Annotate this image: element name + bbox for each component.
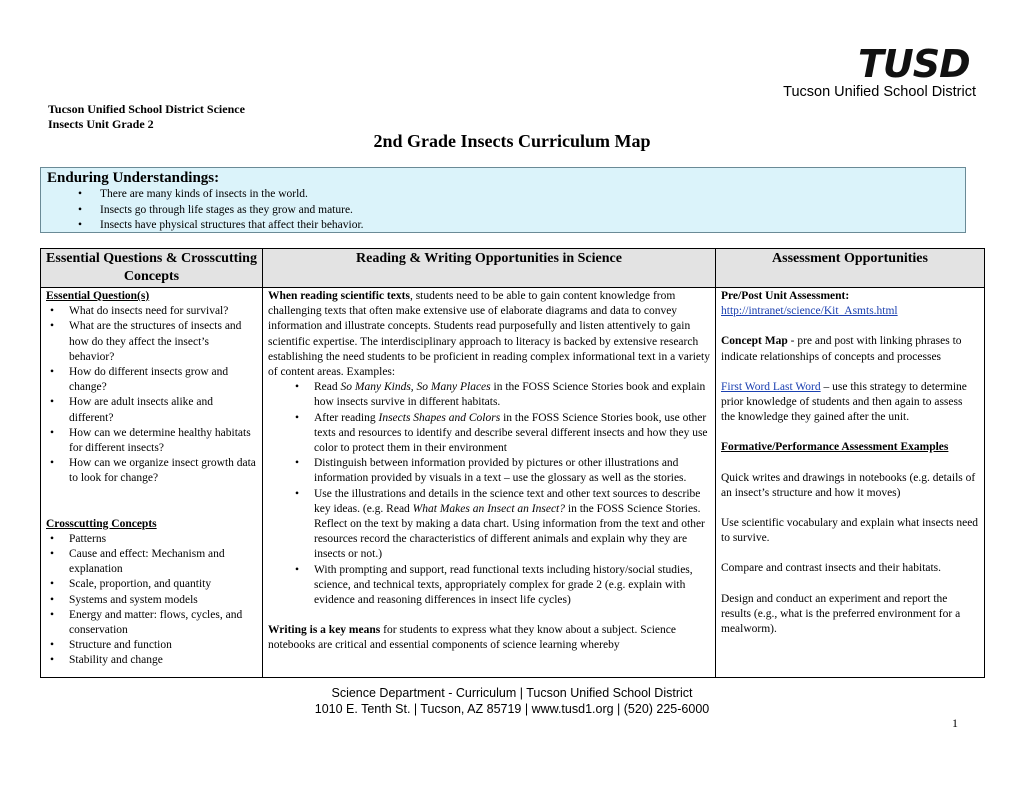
essential-questions-title: Essential Question(s) [46,290,150,302]
writing-bold: Writing is a key means [268,624,381,637]
list-item: • How are adult insects alike and different? [46,395,257,425]
concept-map-text: Concept Map - pre and post with linking phrases to indicate relationships of concepts and processes [721,335,962,363]
document-header [48,102,245,132]
tusd-logo [858,44,978,84]
table-row [41,288,985,678]
formative-item: Compare and contrast insects and their habitats. [721,562,942,575]
page-title: 2nd Grade Insects Curriculum Map [373,131,651,151]
list-item: • Structure and function [46,638,257,653]
formative-item: Design and conduct an experiment and report the results (e.g., what is the preferred environment for a mealworm). [721,592,961,636]
formative-item: Use scientific vocabulary and explain what insects need to survive. [721,517,979,545]
list-item: • Use the illustrations and details in the science text and other text sources to describe key ideas. (e.g. Read What Makes an Insect an Insect? in the FOSS Science Stories. Reflect on the text by making a data chart. Using information from the text and other resources record the characteristics of different animals and explain why they are insects or not.) [291,487,710,563]
first-word-last-word-link[interactable]: First Word Last Word [721,380,821,393]
header-line-2: Insects Unit Grade 2 [48,117,154,131]
list-item: • What do insects need for survival? [46,304,257,319]
list-item: • Patterns [46,532,257,547]
footer-line-1: Science Department - Curriculum | Tucson Unified School District [331,686,693,700]
list-item: • Energy and matter: flows, cycles, and conservation [46,608,257,638]
district-name: Tucson Unified School District [783,84,976,100]
curriculum-map-table [40,248,985,678]
list-item: • How can we determine healthy habitats for different insects? [46,426,257,456]
prepost-link[interactable]: http://intranet/science/Kit_Asmts.html [721,305,898,318]
formative-item: Quick writes and drawings in notebooks (e.g. details of an insect’s structure and how it moves) [721,471,976,499]
list-item: • Read So Many Kinds, So Many Places in the FOSS Science Stories book and explain how insects survive in different habitats. [291,380,710,410]
list-item: • Scale, proportion, and quantity [46,577,257,592]
first-word-last-word-text: First Word Last Word – use this strategy to determine prior knowledge of students and then again to assess the knowledge they gained after the unit. [721,380,967,424]
essential-questions-cell [41,288,263,678]
list-item: • There are many kinds of insects in the world. [89,187,959,203]
enduring-understandings-title: Enduring Understandings: [47,170,220,186]
writing-text: for students to express what they know about a subject. Science notebooks are critical and essential components of science learning whereby [268,624,676,652]
crosscutting-concepts-list [46,532,257,669]
header-essential-questions: Essential Questions & Crosscutting Concepts [41,249,263,288]
list-item: • Distinguish between information provided by pictures or other illustrations and information provided by visuals in a text – use the glossary as well as the stories. [291,456,710,486]
reading-examples-list [291,380,710,608]
list-item: • How do different insects grow and change? [46,365,257,395]
assessment-cell [716,288,985,678]
list-item: • What are the structures of insects and how do they affect the insect’s behavior? [46,319,257,365]
list-item: • How can we organize insect growth data to look for change? [46,456,257,486]
footer-line-2: 1010 E. Tenth St. | Tucson, AZ 85719 | www.tusd1.org | (520) 225-6000 [314,702,710,716]
header-line-1: Tucson Unified School District Science [48,102,245,116]
prepost-title: Pre/Post Unit Assessment: [721,290,850,302]
enduring-understandings-box [40,167,966,233]
table-header-row [41,249,985,288]
page-number: 1 [952,716,958,730]
list-item: • Cause and effect: Mechanism and explanation [46,547,257,577]
page-footer [0,685,1024,717]
logo-text: TUSD [858,42,970,86]
reading-writing-cell [263,288,716,678]
formative-title: Formative/Performance Assessment Examples [721,441,949,454]
reading-intro [268,289,710,380]
list-item: • With prompting and support, read functional texts including history/social studies, science, and technical texts, appropriately complex for grade 2 (e.g. explain with evidence and reasoning differences in insect life cycles) [291,563,710,609]
list-item: • After reading Insects Shapes and Colors in the FOSS Science Stories book, use other texts and resources to identify and describe several different insects and how they use color to protect them in their environment [291,411,710,457]
list-item: • Insects have physical structures that affect their behavior. [89,218,959,234]
essential-questions-list [46,304,257,486]
list-item: • Systems and system models [46,593,257,608]
reading-intro-text: , students need to be able to gain content knowledge from challenging texts that often make extensive use of elaborate diagrams and data to convey information and illustrate concepts. Students read purposefully and listen attentively to gain scientific expertise. The interdisciplinary approach to literacy is backed by extensive research establishing the need students to be proficient in reading complex informational text in a variety of content areas. Examples: [268,290,710,379]
reading-intro-bold: When reading scientific texts [268,290,410,302]
writing-paragraph [268,623,710,653]
crosscutting-concepts-title: Crosscutting Concepts [46,517,157,530]
list-item: • Insects go through life stages as they grow and mature. [89,203,959,219]
list-item: • Stability and change [46,653,257,668]
enduring-understandings-list [89,187,959,234]
header-reading-writing: Reading & Writing Opportunities in Science [263,249,716,288]
header-assessment: Assessment Opportunities [716,249,985,288]
